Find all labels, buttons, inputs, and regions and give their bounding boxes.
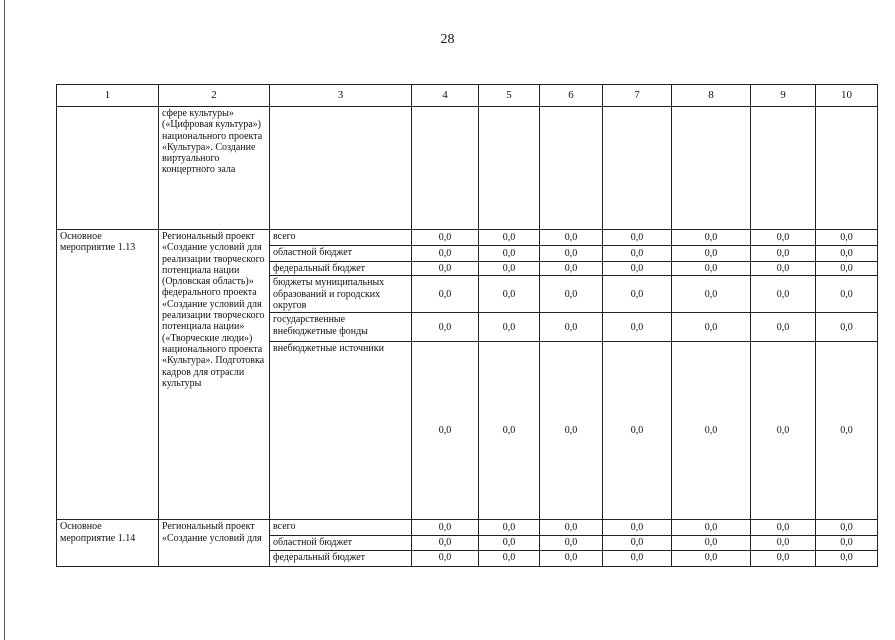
funding-value: 0,0 [412, 313, 479, 342]
funding-value: 0,0 [412, 230, 479, 246]
funding-source: внебюджетные источники [270, 342, 412, 520]
column-header: 9 [751, 85, 816, 107]
funding-value: 0,0 [412, 342, 479, 520]
funding-value: 0,0 [540, 536, 603, 550]
funding-value: 0,0 [412, 550, 479, 566]
table-cell [540, 107, 603, 230]
funding-value: 0,0 [816, 550, 878, 566]
funding-value: 0,0 [479, 520, 540, 536]
funding-value: 0,0 [603, 342, 672, 520]
funding-value: 0,0 [412, 536, 479, 550]
funding-value: 0,0 [412, 246, 479, 262]
table-header-row [57, 85, 878, 107]
table-cell [412, 107, 479, 230]
funding-value: 0,0 [540, 342, 603, 520]
funding-value: 0,0 [540, 246, 603, 262]
funding-value: 0,0 [672, 230, 751, 246]
funding-value: 0,0 [816, 246, 878, 262]
funding-value: 0,0 [479, 313, 540, 342]
funding-value: 0,0 [751, 262, 816, 276]
measure-description: Региональный проект «Создание условий для [159, 520, 270, 566]
funding-value: 0,0 [603, 536, 672, 550]
table-cell [270, 107, 412, 230]
funding-value: 0,0 [751, 313, 816, 342]
funding-value: 0,0 [603, 276, 672, 313]
column-header: 1 [57, 85, 159, 107]
table-cell [479, 107, 540, 230]
funding-value: 0,0 [672, 536, 751, 550]
funding-source: всего [270, 520, 412, 536]
funding-value: 0,0 [479, 246, 540, 262]
budget-table [56, 84, 878, 567]
funding-value: 0,0 [672, 246, 751, 262]
funding-value: 0,0 [816, 276, 878, 313]
column-header: 2 [159, 85, 270, 107]
table-cell [751, 107, 816, 230]
funding-value: 0,0 [540, 262, 603, 276]
funding-value: 0,0 [603, 520, 672, 536]
funding-value: 0,0 [816, 520, 878, 536]
funding-source: всего [270, 230, 412, 246]
column-header: 10 [816, 85, 878, 107]
funding-value: 0,0 [540, 276, 603, 313]
column-header: 8 [672, 85, 751, 107]
funding-value: 0,0 [751, 550, 816, 566]
funding-source: бюджеты муниципальных образований и городских округов [270, 276, 412, 313]
funding-value: 0,0 [751, 536, 816, 550]
table-row [57, 230, 878, 246]
funding-source: федеральный бюджет [270, 262, 412, 276]
column-header: 6 [540, 85, 603, 107]
column-header: 4 [412, 85, 479, 107]
table-cell [603, 107, 672, 230]
funding-value: 0,0 [412, 520, 479, 536]
page-number: 28 [440, 32, 455, 47]
funding-value: 0,0 [672, 262, 751, 276]
funding-value: 0,0 [816, 262, 878, 276]
funding-value: 0,0 [603, 230, 672, 246]
funding-value: 0,0 [672, 276, 751, 313]
continuation-description: сфере культуры» («Цифровая культура») национального проекта «Культура». Создание виртуального концертного зала [159, 107, 270, 230]
table-row [57, 520, 878, 536]
funding-source: федеральный бюджет [270, 550, 412, 566]
funding-value: 0,0 [540, 520, 603, 536]
funding-value: 0,0 [540, 313, 603, 342]
funding-value: 0,0 [479, 342, 540, 520]
funding-value: 0,0 [816, 342, 878, 520]
funding-value: 0,0 [816, 536, 878, 550]
funding-value: 0,0 [816, 230, 878, 246]
table-cell [816, 107, 878, 230]
funding-value: 0,0 [479, 262, 540, 276]
funding-value: 0,0 [672, 520, 751, 536]
funding-value: 0,0 [603, 313, 672, 342]
funding-value: 0,0 [603, 246, 672, 262]
column-header: 5 [479, 85, 540, 107]
funding-source: государственные внебюджетные фонды [270, 313, 412, 342]
funding-value: 0,0 [672, 550, 751, 566]
funding-source: областной бюджет [270, 246, 412, 262]
funding-value: 0,0 [751, 342, 816, 520]
funding-value: 0,0 [479, 536, 540, 550]
measure-label: Основное мероприятие 1.13 [57, 230, 159, 520]
continuation-row [57, 107, 878, 230]
measure-label: Основное мероприятие 1.14 [57, 520, 159, 566]
funding-value: 0,0 [479, 276, 540, 313]
funding-value: 0,0 [751, 276, 816, 313]
funding-value: 0,0 [603, 262, 672, 276]
column-header: 3 [270, 85, 412, 107]
funding-source: областной бюджет [270, 536, 412, 550]
funding-value: 0,0 [540, 550, 603, 566]
funding-value: 0,0 [603, 550, 672, 566]
funding-value: 0,0 [412, 262, 479, 276]
funding-value: 0,0 [479, 230, 540, 246]
funding-value: 0,0 [540, 230, 603, 246]
table-cell [57, 107, 159, 230]
funding-value: 0,0 [672, 342, 751, 520]
page-left-border [4, 0, 5, 640]
funding-value: 0,0 [751, 520, 816, 536]
funding-value: 0,0 [751, 246, 816, 262]
column-header: 7 [603, 85, 672, 107]
measure-description: Региональный проект «Создание условий для реализации творческого потенциала нации (Орловская область)» федерального проекта «Создание условий для реализации творческого потенциала нации» («Творческие люди») национального проекта «Культура». Подготовка кадров для отрасли культуры [159, 230, 270, 520]
table-cell [672, 107, 751, 230]
funding-value: 0,0 [751, 230, 816, 246]
funding-value: 0,0 [672, 313, 751, 342]
funding-value: 0,0 [816, 313, 878, 342]
funding-value: 0,0 [479, 550, 540, 566]
funding-value: 0,0 [412, 276, 479, 313]
